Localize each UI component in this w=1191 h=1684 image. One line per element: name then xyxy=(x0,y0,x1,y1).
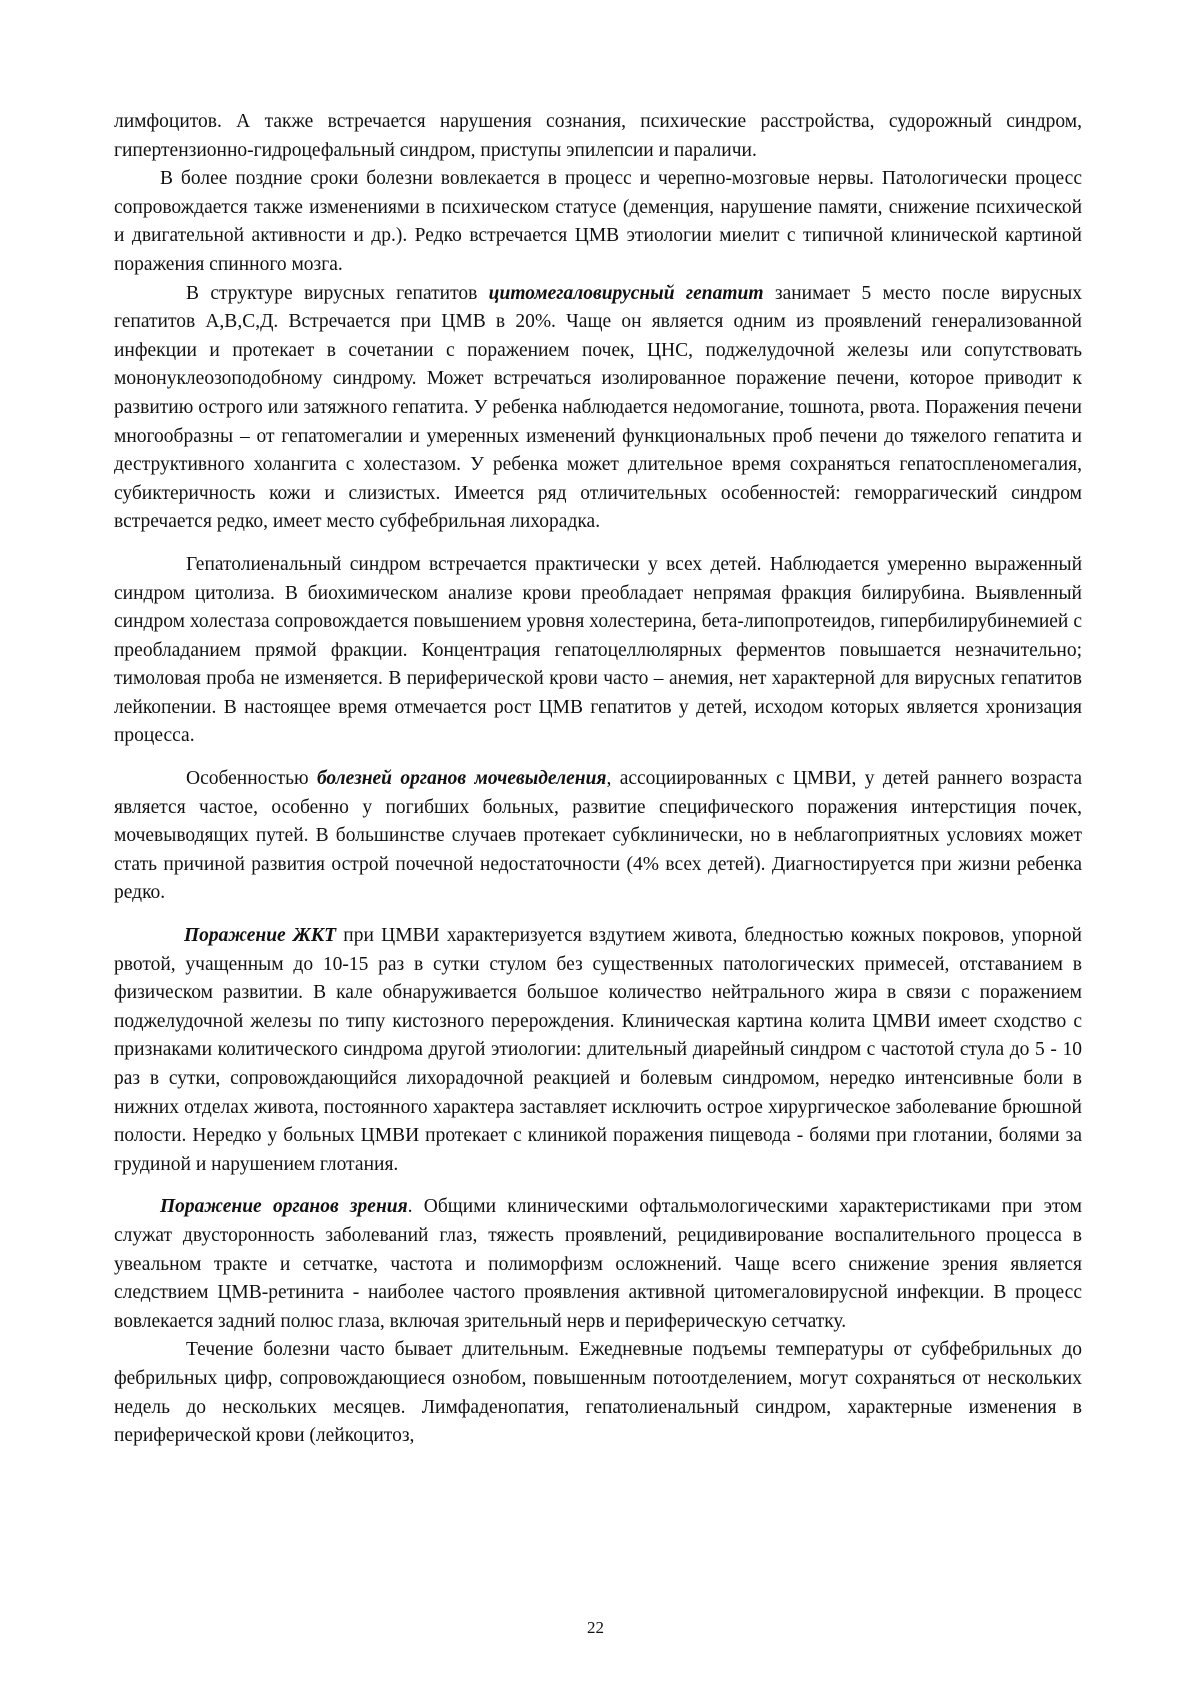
paragraph-text: , ассоциированных с ЦМВИ, у детей раннего возраста является частое, особенно у погибших больных, развитие специфического поражения интерстиция почек, мочевыводящих путей. В большинстве случаев протекает субклинически, но в неблагоприятных условиях может стать причиной развития острой почечной недостаточности (4% всех детей). Диагностируется при жизни ребенка редко. xyxy=(114,768,1082,904)
term-cmv-hepatitis: цитомегаловирусный гепатит xyxy=(488,282,764,304)
paragraph-urinary-organs xyxy=(114,765,1082,908)
paragraph-gi-tract xyxy=(114,922,1082,1179)
paragraph-cmv-hepatitis xyxy=(114,280,1082,537)
paragraph-disease-course: Течение болезни часто бывает длительным. Ежедневные подъемы температуры от субфебрильных до фебрильных цифр, сопровождающиеся ознобом, повышенным потоотделением, могут сохраняться от нескольких недель до нескольких месяцев. Лимфаденопатия, гепатолиенальный синдром, характерные изменения в периферической крови (лейкоцитоз, xyxy=(114,1339,1082,1447)
page-number: 22 xyxy=(587,1618,604,1637)
paragraph-vision-organs xyxy=(114,1193,1082,1336)
document-body xyxy=(114,108,1082,1451)
term-vision-organs: Поражение органов зрения xyxy=(160,1196,408,1218)
paragraph-text: В структуре вирусных гепатитов xyxy=(186,282,489,304)
paragraph-text: Особенностью xyxy=(186,768,317,790)
paragraph-neuro-symptoms: лимфоцитов. А также встречается нарушения сознания, психические расстройства, судорожный синдром, гипертензионно-гидроцефальный синдром, приступы эпилепсии и параличи. xyxy=(114,111,1082,161)
term-urinary-organs: болезней органов мочевыделения xyxy=(316,768,607,790)
paragraph-cranial-nerves: В более поздние сроки болезни вовлекается в процесс и черепно-мозговые нервы. Патологически процесс сопровождается также изменениями в психическом статусе (деменция, нарушение памяти, снижение психической и двигательной активности и др.). Редко встречается ЦМВ этиологии миелит с типичной клинической картиной поражения спинного мозга. xyxy=(114,168,1082,275)
paragraph-text: . Общими клиническими офтальмологическими характеристиками при этом служат двусторонность заболеваний глаз, тяжесть проявлений, рецидивирование воспалительного процесса в увеальном тракте и сетчатке, частота и полиморфизм осложнений. Чаще всего снижение зрения является следствием ЦМВ-ретинита - наиболее частого проявления активной цитомегаловирусной инфекции. В процесс вовлекается задний полюс глаза, включая зрительный нерв и периферическую сетчатку. xyxy=(114,1196,1082,1332)
term-gi-tract: Поражение ЖКТ xyxy=(184,925,336,947)
paragraph-text: при ЦМВИ характеризуется вздутием живота, бледностью кожных покровов, упорной рвотой, учащенным до 10-15 раз в сутки стулом без существенных патологических примесей, отставанием в физическом развитии. В кале обнаруживается большое количество нейтрального жира в связи с поражением поджелудочной железы по типу кистозного перерождения. Клиническая картина колита ЦМВИ имеет сходство с признаками колитического синдрома другой этиологии: длительный диарейный синдром с частотой стула до 5 - 10 раз в сутки, сопровождающийся лихорадочной реакцией и болевым синдромом, нередко интенсивные боли в нижних отделах живота, постоянного характера заставляет исключить острое хирургическое заболевание брюшной полости. Нередко у больных ЦМВИ протекает с клиникой поражения пищевода - болями при глотании, болями за грудиной и нарушением глотания. xyxy=(114,925,1082,1175)
paragraph-text: занимает 5 место после вирусных гепатитов А,В,С,Д. Встречается при ЦМВ в 20%. Чаще он является одним из проявлений генерализованной инфекции и протекает в сочетании с поражением почек, ЦНС, поджелудочной железы или сопутствовать мононуклеозоподобному синдрому. Может встречаться изолированное поражение печени, которое приводит к развитию острого или затяжного гепатита. У ребенка наблюдается недомогание, тошнота, рвота. Поражения печени многообразны – от гепатомегалии и умеренных изменений функциональных проб печени до тяжелого гепатита и деструктивного холангита с холестазом. У ребенка может длительное время сохраняться гепатоспленомегалия, субиктеричность кожи и слизистых. Имеется ряд отличительных особенностей: геморрагический синдром встречается редко, имеет место субфебрильная лихорадка. xyxy=(114,282,1082,533)
paragraph-hepatolienal-syndrome: Гепатолиенальный синдром встречается практически у всех детей. Наблюдается умеренно выраженный синдром цитолиза. В биохимическом анализе крови преобладает непрямая фракция билирубина. Выявленный синдром холестаза сопровождается повышением уровня холестерина, бета-липопротеидов, гипербилирубинемией с преобладанием прямой фракции. Концентрация гепатоцеллюлярных ферментов повышается незначительно; тимоловая проба не изменяется. В периферической крови часто – анемия, нет характерной для вирусных гепатитов лейкопении. В настоящее время отмечается рост ЦМВ гепатитов у детей, исходом которых является хронизация процесса. xyxy=(114,553,1082,747)
